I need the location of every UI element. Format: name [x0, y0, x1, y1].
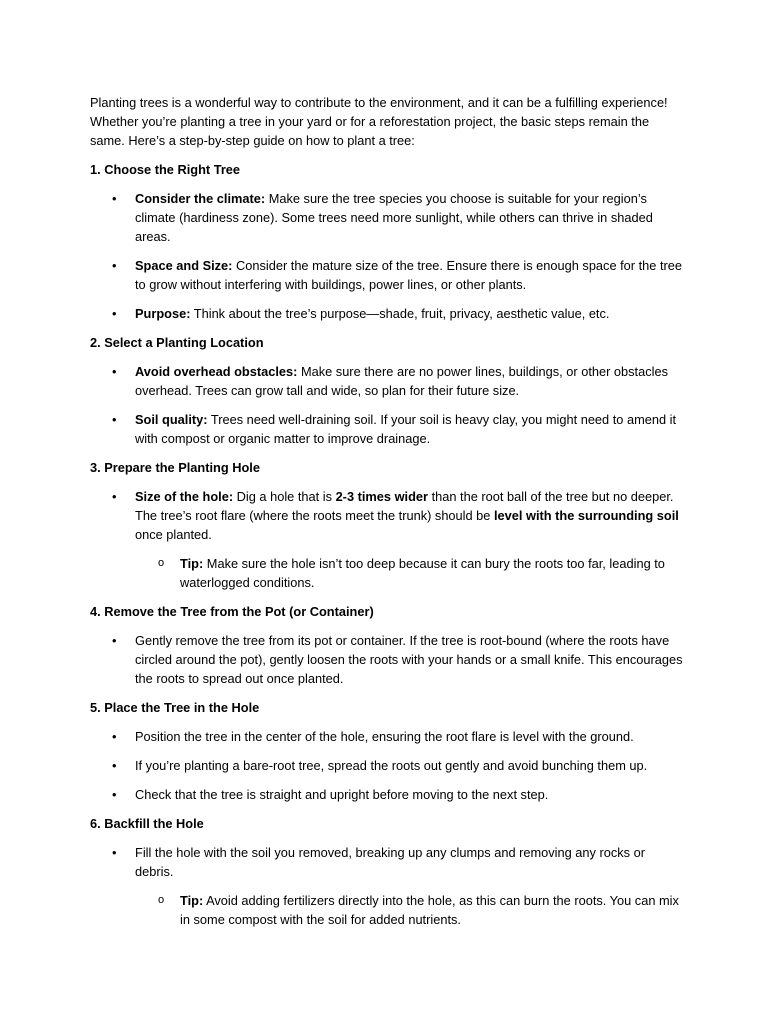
bullet-list: [90, 487, 686, 544]
item-emphasis: 2-3 times wider: [335, 489, 429, 504]
bullet-list: [90, 362, 686, 448]
bullet-list: [90, 843, 686, 881]
bullet-list: [90, 727, 686, 804]
item-lead: Consider the climate:: [135, 191, 266, 206]
section-heading: 1. Choose the Right Tree: [90, 162, 241, 177]
list-item: [90, 843, 686, 881]
item-text: Dig a hole that is: [233, 489, 336, 504]
section-place-tree: [90, 698, 686, 804]
section-choose-tree: [90, 160, 686, 323]
list-item: [90, 487, 686, 544]
sub-list-item: [90, 891, 686, 929]
circle-bullet-icon: o: [158, 557, 165, 569]
section-prepare-hole: [90, 458, 686, 592]
section-heading: 2. Select a Planting Location: [90, 335, 264, 350]
tip-lead: Tip:: [180, 893, 204, 908]
item-text: Trees need well-draining soil. If your soil is heavy clay, you might need to amend it with compost or organic matter to improve drainage.: [135, 412, 677, 446]
bullet-icon: •: [112, 758, 117, 773]
section-planting-location: [90, 333, 686, 448]
bullet-icon: •: [112, 258, 117, 273]
item-text: than the root ball of the tree but no deeper. The tree’s root flare (where the roots meet the trunk) should be: [135, 489, 674, 523]
list-item: [90, 362, 686, 400]
item-text: Position the tree in the center of the hole, ensuring the root flare is level with the ground.: [135, 729, 634, 744]
tip-lead: Tip:: [180, 556, 204, 571]
section-remove-tree: [90, 602, 686, 688]
bullet-icon: •: [112, 306, 117, 321]
document-body: [90, 93, 686, 939]
list-item: [90, 304, 686, 323]
circle-bullet-icon: o: [158, 894, 165, 906]
item-lead: Purpose:: [135, 306, 191, 321]
item-text: Make sure the tree species you choose is suitable for your region’s climate (hardiness zone). Some trees need more sunlight, while others can thrive in shaded areas.: [135, 191, 653, 244]
item-lead: Space and Size:: [135, 258, 233, 273]
item-lead: Size of the hole:: [135, 489, 234, 504]
sub-list-item: [90, 554, 686, 592]
item-text: If you’re planting a bare-root tree, spread the roots out gently and avoid bunching them up.: [135, 758, 648, 773]
list-item: [90, 756, 686, 775]
item-lead: Soil quality:: [135, 412, 208, 427]
bullet-list: [90, 631, 686, 688]
item-text: Fill the hole with the soil you removed, breaking up any clumps and removing any rocks or debris.: [135, 845, 645, 879]
bullet-icon: •: [112, 191, 117, 206]
bullet-icon: •: [112, 412, 117, 427]
bullet-icon: •: [112, 489, 117, 504]
tip-text: Avoid adding fertilizers directly into the hole, as this can burn the roots. You can mix in some compost with the soil for added nutrients.: [180, 893, 679, 927]
item-text: Make sure there are no power lines, buildings, or other obstacles overhead. Trees can grow tall and wide, so plan for their future size.: [135, 364, 668, 398]
item-text: once planted.: [135, 527, 212, 542]
bullet-icon: •: [112, 633, 117, 648]
section-heading: 4. Remove the Tree from the Pot (or Container): [90, 604, 374, 619]
bullet-list: [90, 189, 686, 323]
section-heading: 6. Backfill the Hole: [90, 816, 204, 831]
item-text: Think about the tree’s purpose—shade, fruit, privacy, aesthetic value, etc.: [190, 306, 610, 321]
section-heading: 5. Place the Tree in the Hole: [90, 700, 260, 715]
item-text: Gently remove the tree from its pot or container. If the tree is root-bound (where the roots have circled around the pot), gently loosen the roots with your hands or a small knife. This encourages the roots to spread out once planted.: [135, 633, 683, 686]
bullet-icon: •: [112, 787, 117, 802]
list-item: [90, 410, 686, 448]
list-item: [90, 785, 686, 804]
bullet-icon: •: [112, 364, 117, 379]
bullet-icon: •: [112, 729, 117, 744]
list-item: [90, 189, 686, 246]
list-item: [90, 631, 686, 688]
bullet-icon: •: [112, 845, 117, 860]
list-item: [90, 727, 686, 746]
item-text: Check that the tree is straight and upright before moving to the next step.: [135, 787, 549, 802]
item-emphasis: level with the surrounding soil: [493, 508, 679, 523]
section-backfill: [90, 814, 686, 929]
item-lead: Avoid overhead obstacles:: [135, 364, 298, 379]
section-heading: 3. Prepare the Planting Hole: [90, 460, 260, 475]
tip-text: Make sure the hole isn’t too deep because it can bury the roots too far, leading to waterlogged conditions.: [180, 556, 665, 590]
intro-paragraph: Planting trees is a wonderful way to contribute to the environment, and it can be a fulfilling experience! Whether you’re planting a tree in your yard or for a reforestation project, the basic steps remain the same. Here’s a step-by-step guide on how to plant a tree:: [90, 95, 668, 148]
list-item: [90, 256, 686, 294]
item-text: Consider the mature size of the tree. Ensure there is enough space for the tree to grow without interfering with buildings, power lines, or other plants.: [135, 258, 683, 292]
